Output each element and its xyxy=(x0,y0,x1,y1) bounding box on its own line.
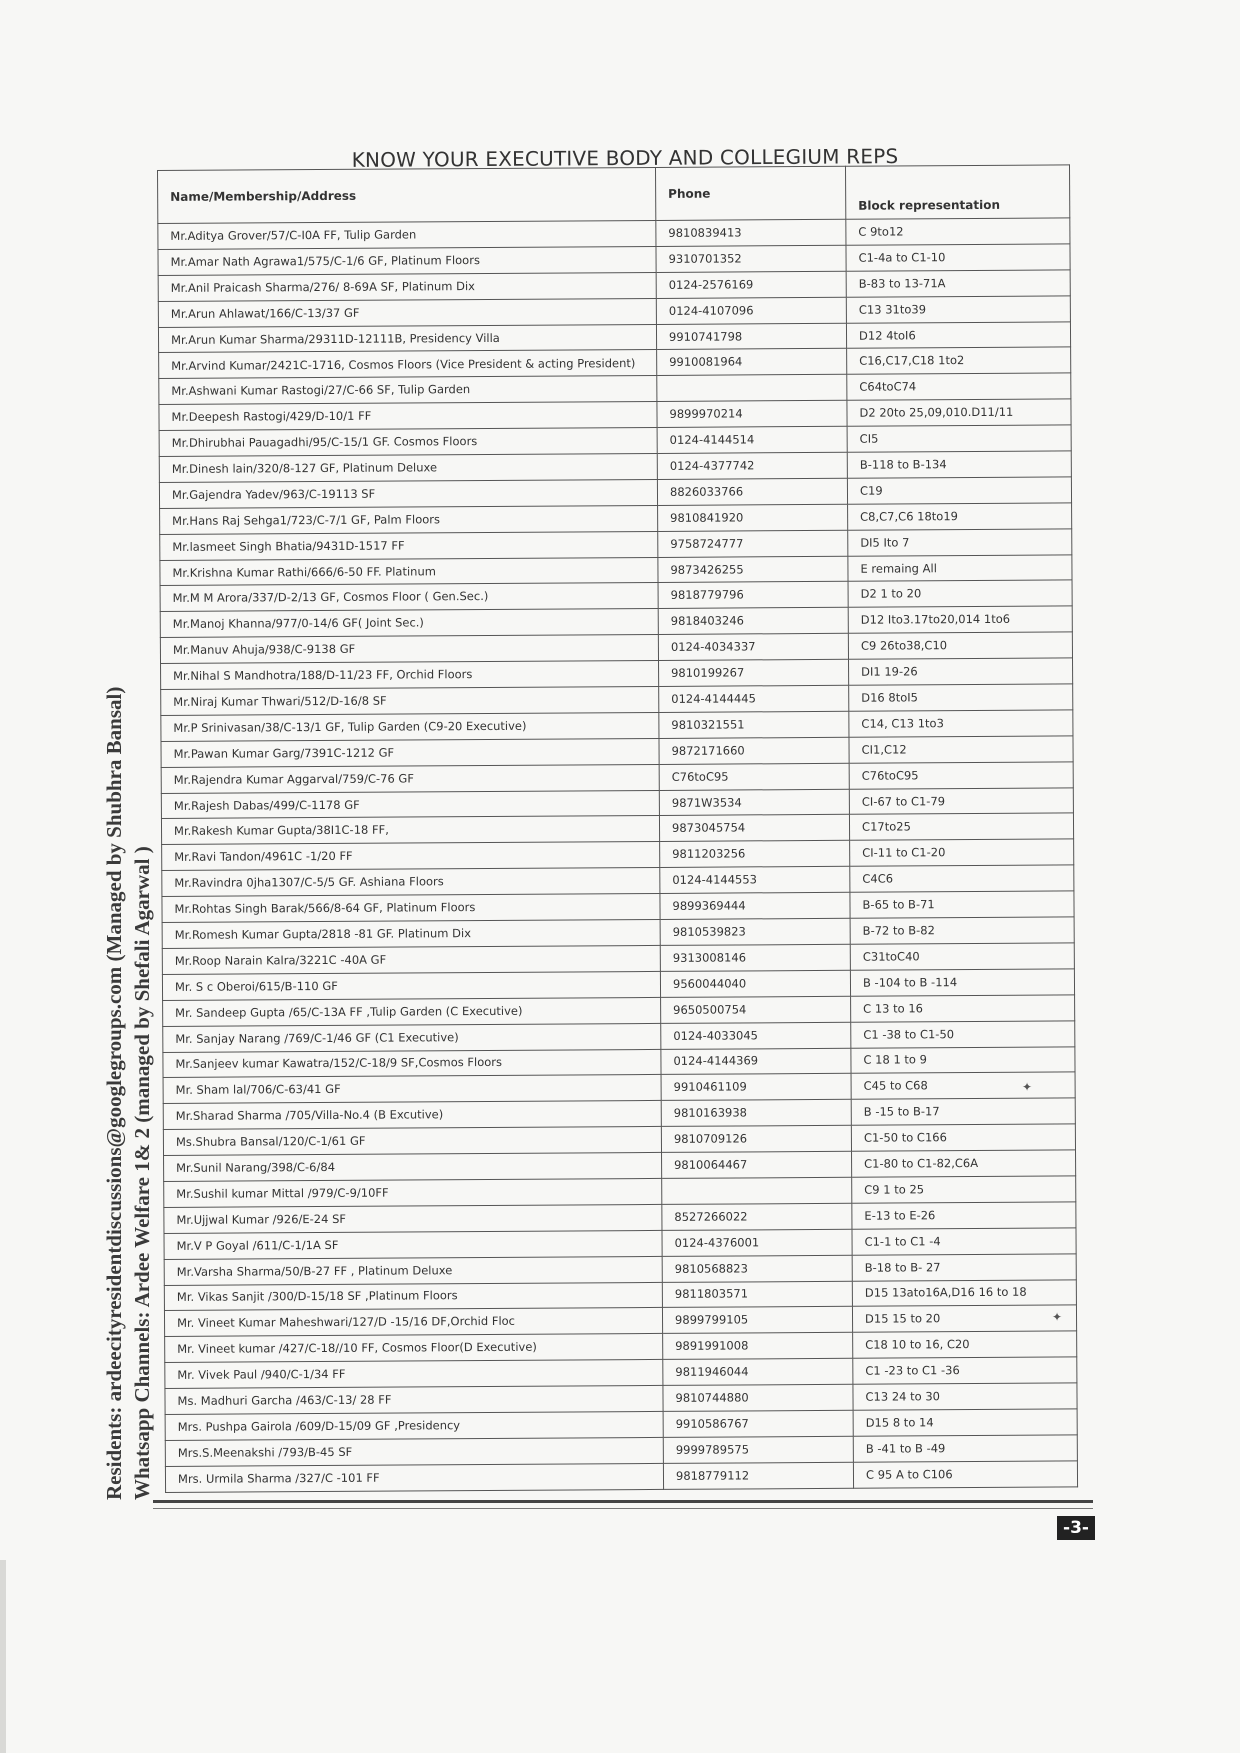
cell-phone: 9810839413 xyxy=(656,219,846,246)
cell-block: C14, C13 1to3 xyxy=(849,710,1073,737)
stray-pen-mark: ✦ xyxy=(1022,1080,1033,1094)
cell-block: C 13 to 16 xyxy=(851,995,1075,1022)
cell-name: Mr.Dinesh lain/320/8-127 GF, Platinum Deluxe xyxy=(159,453,657,482)
header-block: Block representation xyxy=(845,165,1069,219)
cell-block: D2 20to 25,09,010.D11/11 xyxy=(847,399,1071,426)
cell-phone: 9891991008 xyxy=(663,1333,853,1360)
cell-block: C1-50 to C166 xyxy=(851,1124,1075,1151)
cell-block: D15 8 to 14 xyxy=(853,1409,1077,1436)
cell-name: Ms.Shubra Bansal/120/C-1/61 GF xyxy=(163,1127,661,1156)
cell-name: Mr. Sham lal/706/C-63/41 GF xyxy=(163,1075,661,1104)
cell-phone: 0124-4033045 xyxy=(661,1022,851,1049)
cell-name: Mr.lasmeet Singh Bhatia/9431D-1517 FF xyxy=(160,531,658,560)
bottom-rule xyxy=(153,1500,1093,1509)
cell-name: Mr.Ravindra 0jha1307/C-5/5 GF. Ashiana Floors xyxy=(162,868,660,897)
cell-name: Mrs.S.Meenakshi /793/B-45 SF xyxy=(165,1437,663,1466)
cell-block: D12 Ito3.17to20,014 1to6 xyxy=(848,606,1072,633)
table-body xyxy=(158,218,1078,1492)
cell-phone: 0124-4144445 xyxy=(659,685,849,712)
cell-phone: 0124-4144369 xyxy=(661,1048,851,1075)
cell-phone: 9899970214 xyxy=(657,401,847,428)
cell-phone: 9810539823 xyxy=(660,918,850,945)
cell-block: B-83 to 13-71A xyxy=(846,270,1070,297)
cell-phone: 8826033766 xyxy=(657,478,847,505)
header-name: Name/Membership/Address xyxy=(158,167,656,223)
cell-block: C 9to12 xyxy=(846,218,1070,245)
scan-page-edge xyxy=(0,1560,6,1753)
cell-phone: 9810709126 xyxy=(661,1125,851,1152)
cell-name: Mrs. Pushpa Gairola /609/D-15/09 GF ,Presidency xyxy=(165,1411,663,1440)
cell-phone: 9818403246 xyxy=(658,608,848,635)
cell-phone: 9811203256 xyxy=(660,841,850,868)
cell-block: C1-80 to C1-82,C6A xyxy=(852,1150,1076,1177)
cell-name: Mr.Hans Raj Sehga1/723/C-7/1 GF, Palm Floors xyxy=(160,505,658,534)
cell-block: D15 13ato16A,D16 16 to 18 xyxy=(852,1279,1076,1306)
cell-name: Mr.Sharad Sharma /705/Villa-No.4 (B Excutive) xyxy=(163,1101,661,1130)
cell-phone: 9899369444 xyxy=(660,892,850,919)
cell-block: C8,C7,C6 18to19 xyxy=(848,503,1072,530)
cell-phone: 9999789575 xyxy=(663,1436,853,1463)
cell-phone: 9811946044 xyxy=(663,1358,853,1385)
cell-name: Mr.Deepesh Rastogi/429/D-10/1 FF xyxy=(159,402,657,431)
cell-phone: 9758724777 xyxy=(658,530,848,557)
cell-phone: 0124-4034337 xyxy=(658,634,848,661)
cell-name: Mr.V P Goyal /611/C-1/1A SF xyxy=(164,1230,662,1259)
cell-name: Mr.Anil Praicash Sharma/276/ 8-69A SF, Platinum Dix xyxy=(158,272,656,301)
cell-phone: 0124-4376001 xyxy=(662,1229,852,1256)
watermark-line-1: Residents: ardeecityresidentdiscussions@googlegroups.com (Managed by Shubhra Bansal) xyxy=(102,686,126,1500)
cell-block: B-18 to B- 27 xyxy=(852,1254,1076,1281)
cell-phone: 9810163938 xyxy=(661,1100,851,1127)
cell-name: Mr.M M Arora/337/D-2/13 GF, Cosmos Floor ( Gen.Sec.) xyxy=(160,583,658,612)
cell-name: Mr.Niraj Kumar Thwari/512/D-16/8 SF xyxy=(161,686,659,715)
cell-name: Mr.Arun Ahlawat/166/C-13/37 GF xyxy=(158,298,656,327)
cell-phone: 8527266022 xyxy=(662,1203,852,1230)
cell-name: Mr. Vikas Sanjit /300/D-15/18 SF ,Platinum Floors xyxy=(164,1282,662,1311)
cell-name: Mr.Gajendra Yadev/963/C-19113 SF xyxy=(159,479,657,508)
cell-block: C9 26to38,C10 xyxy=(848,632,1072,659)
cell-block: D12 4toI6 xyxy=(846,321,1070,348)
cell-phone xyxy=(657,375,847,402)
cell-name: Mr.Amar Nath Agrawa1/575/C-1/6 GF, Platinum Floors xyxy=(158,246,656,275)
cell-name: Ms. Madhuri Garcha /463/C-13/ 28 FF xyxy=(165,1386,663,1415)
cell-phone: 9910081964 xyxy=(657,349,847,376)
cell-phone: 9810744880 xyxy=(663,1384,853,1411)
stray-pen-mark: ✦ xyxy=(1052,1310,1063,1324)
cell-block: C1 -23 to C1 -36 xyxy=(853,1357,1077,1384)
cell-block: DI5 Ito 7 xyxy=(848,529,1072,556)
cell-name: Mr.Ravi Tandon/4961C -1/20 FF xyxy=(162,842,660,871)
cell-name: Mr.Dhirubhai Pauagadhi/95/C-15/1 GF. Cosmos Floors xyxy=(159,428,657,457)
cell-block: E-13 to E-26 xyxy=(852,1202,1076,1229)
cell-block: C31toC40 xyxy=(850,943,1074,970)
cell-block: C76toC95 xyxy=(849,762,1073,789)
cell-block: E remaing All xyxy=(848,554,1072,581)
cell-name: Mr.Rakesh Kumar Gupta/38I1C-18 FF, xyxy=(161,816,659,845)
cell-phone: 9810568823 xyxy=(662,1255,852,1282)
cell-name: Mr.Sunil Narang/398/C-6/84 xyxy=(164,1152,662,1181)
cell-phone: 9810841920 xyxy=(658,504,848,531)
cell-name: Mr.Roop Narain Kalra/3221C -40A GF xyxy=(162,945,660,974)
cell-block: C18 10 to 16, C20 xyxy=(853,1331,1077,1358)
cell-name: Mr.Rajendra Kumar Aggarval/759/C-76 GF xyxy=(161,764,659,793)
page-number: -3- xyxy=(1057,1516,1095,1540)
cell-block: B-72 to B-82 xyxy=(850,917,1074,944)
cell-phone: 0124-2576169 xyxy=(656,271,846,298)
cell-block: C 95 A to C106 xyxy=(853,1461,1077,1488)
cell-phone: 9650500754 xyxy=(661,996,851,1023)
cell-block: C17to25 xyxy=(849,813,1073,840)
cell-name: Mr. Sandeep Gupta /65/C-13A FF ,Tulip Garden (C Executive) xyxy=(163,997,661,1026)
cell-block: C16,C17,C18 1to2 xyxy=(847,347,1071,374)
cell-name: Mr.Varsha Sharma/50/B-27 FF , Platinum Deluxe xyxy=(164,1256,662,1285)
table-row xyxy=(165,1461,1077,1492)
cell-phone: 9810321551 xyxy=(659,711,849,738)
cell-phone: 0124-4377742 xyxy=(657,452,847,479)
cell-phone: 9873045754 xyxy=(659,815,849,842)
cell-phone: C76toC95 xyxy=(659,763,849,790)
cell-name: Mr. Vineet kumar /427/C-18//10 FF, Cosmos Floor(D Executive) xyxy=(165,1334,663,1363)
cell-name: Mr.Arun Kumar Sharma/29311D-12111B, Presidency Villa xyxy=(158,324,656,353)
cell-block: C9 1 to 25 xyxy=(852,1176,1076,1203)
cell-block: B -104 to B -114 xyxy=(850,969,1074,996)
cell-block: D16 8toI5 xyxy=(849,684,1073,711)
cell-name: Mrs. Urmila Sharma /327/C -101 FF xyxy=(165,1463,663,1492)
cell-block: C4C6 xyxy=(850,865,1074,892)
cell-block: C13 24 to 30 xyxy=(853,1383,1077,1410)
cell-name: Mr.Sushil kumar Mittal /979/C-9/10FF xyxy=(164,1178,662,1207)
cell-block: C19 xyxy=(847,477,1071,504)
cell-phone: 0124-4144514 xyxy=(657,426,847,453)
cell-phone: 9872171660 xyxy=(659,737,849,764)
cell-name: Mr.Rajesh Dabas/499/C-1178 GF xyxy=(161,790,659,819)
cell-block: C45 to C68 xyxy=(851,1072,1075,1099)
cell-name: Mr.Ashwani Kumar Rastogi/27/C-66 SF, Tulip Garden xyxy=(159,376,657,405)
cell-phone: 9818779796 xyxy=(658,582,848,609)
cell-name: Mr.Ujjwal Kumar /926/E-24 SF xyxy=(164,1204,662,1233)
cell-block: CI-67 to C1-79 xyxy=(849,788,1073,815)
cell-block: C13 31to39 xyxy=(846,296,1070,323)
cell-block: DI1 19-26 xyxy=(849,658,1073,685)
cell-phone: 9910741798 xyxy=(656,323,846,350)
cell-block: B -41 to B -49 xyxy=(853,1435,1077,1462)
cell-phone: 9910461109 xyxy=(661,1074,851,1101)
cell-name: Mr.Sanjeev kumar Kawatra/152/C-18/9 SF,Cosmos Floors xyxy=(163,1049,661,1078)
cell-name: Mr. S c Oberoi/615/B-110 GF xyxy=(162,971,660,1000)
cell-phone: 9310701352 xyxy=(656,245,846,272)
cell-phone: 0124-4107096 xyxy=(656,297,846,324)
cell-block: C1-4a to C1-10 xyxy=(846,244,1070,271)
cell-name: Mr.Pawan Kumar Garg/7391C-1212 GF xyxy=(161,738,659,767)
cell-phone: 9313008146 xyxy=(660,944,850,971)
cell-phone: 9810064467 xyxy=(662,1151,852,1178)
cell-block: CI5 xyxy=(847,425,1071,452)
watermark-line-2: Whatsapp Channels: Ardee Welfare 1& 2 (managed by Shefali Agarwal ) xyxy=(130,846,154,1500)
cell-block: C 18 1 to 9 xyxy=(851,1046,1075,1073)
cell-phone: 9871W3534 xyxy=(659,789,849,816)
cell-block: C1-1 to C1 -4 xyxy=(852,1228,1076,1255)
cell-name: Mr. Sanjay Narang /769/C-1/46 GF (C1 Executive) xyxy=(163,1023,661,1052)
cell-block: B -15 to B-17 xyxy=(851,1098,1075,1125)
cell-phone: 9560044040 xyxy=(660,970,850,997)
cell-block: B-118 to B-134 xyxy=(847,451,1071,478)
cell-name: Mr.Arvind Kumar/2421C-1716, Cosmos Floors (Vice President & acting President) xyxy=(159,350,657,379)
cell-phone: 9873426255 xyxy=(658,556,848,583)
cell-block: B-65 to B-71 xyxy=(850,891,1074,918)
cell-name: Mr.Nihal S Mandhotra/188/D-11/23 FF, Orchid Floors xyxy=(161,661,659,690)
cell-phone: 0124-4144553 xyxy=(660,867,850,894)
cell-block: CI1,C12 xyxy=(849,736,1073,763)
cell-name: Mr.Romesh Kumar Gupta/2818 -81 GF. Platinum Dix xyxy=(162,919,660,948)
cell-name: Mr. Vineet Kumar Maheshwari/127/D -15/16 DF,Orchid Floc xyxy=(164,1308,662,1337)
cell-block: C64toC74 xyxy=(847,373,1071,400)
page-title: KNOW YOUR EXECUTIVE BODY AND COLLEGIUM REPS xyxy=(351,144,899,172)
cell-phone: 9811803571 xyxy=(662,1281,852,1308)
cell-name: Mr.P Srinivasan/38/C-13/1 GF, Tulip Garden (C9-20 Executive) xyxy=(161,712,659,741)
cell-name: Mr.Rohtas Singh Barak/566/8-64 GF, Platinum Floors xyxy=(162,894,660,923)
cell-phone: 9810199267 xyxy=(659,659,849,686)
cell-phone xyxy=(662,1177,852,1204)
cell-phone: 9899799105 xyxy=(662,1307,852,1334)
cell-name: Mr.Manoj Khanna/977/0-14/6 GF( Joint Sec.) xyxy=(160,609,658,638)
table-header-row xyxy=(158,165,1070,224)
reps-table-container xyxy=(157,164,1077,1492)
cell-name: Mr.Krishna Kumar Rathi/666/6-50 FF. Platinum xyxy=(160,557,658,586)
reps-table xyxy=(157,164,1078,1492)
cell-block: D2 1 to 20 xyxy=(848,580,1072,607)
cell-name: Mr. Vivek Paul /940/C-1/34 FF xyxy=(165,1360,663,1389)
header-phone: Phone xyxy=(655,166,845,220)
cell-block: CI-11 to C1-20 xyxy=(850,839,1074,866)
cell-block: C1 -38 to C1-50 xyxy=(851,1021,1075,1048)
cell-phone: 9818779112 xyxy=(663,1462,853,1489)
cell-name: Mr.Manuv Ahuja/938/C-9138 GF xyxy=(160,635,658,664)
cell-phone: 9910586767 xyxy=(663,1410,853,1437)
cell-block: D15 15 to 20 xyxy=(852,1305,1076,1332)
cell-name: Mr.Aditya Grover/57/C-I0A FF, Tulip Garden xyxy=(158,220,656,249)
